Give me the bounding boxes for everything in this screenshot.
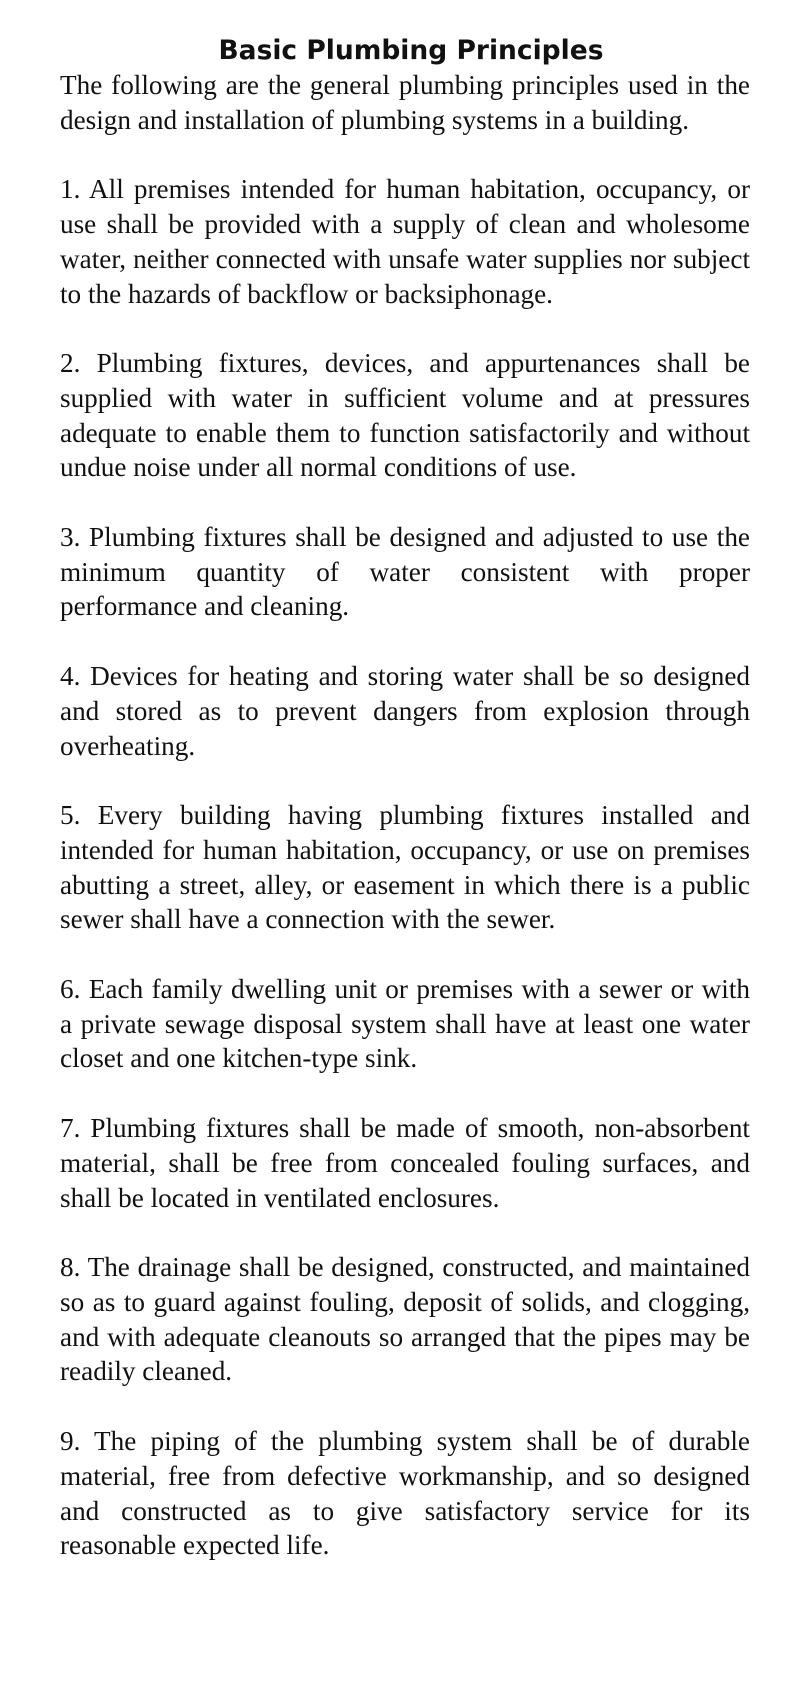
principle-8: 8. The drainage shall be designed, constructed, and maintained so as to guard against fouling, deposit of solids, and clogging, and with adequate cleanouts so arranged that the pipes may be readily cleaned. xyxy=(60,1252,750,1387)
page-title: Basic Plumbing Principles xyxy=(218,35,604,66)
principle-5: 5. Every building having plumbing fixtures installed and intended for human habitation, occupancy, or use on premises abutting a street, alley, or easement in which there is a public sewer shall have a connection with the sewer. xyxy=(60,800,750,935)
principle-6: 6. Each family dwelling unit or premises with a sewer or with a private sewage disposal system shall have at least one water closet and one kitchen-type sink. xyxy=(60,974,750,1074)
principle-7: 7. Plumbing fixtures shall be made of smooth, non-absorbent material, shall be free from concealed fouling surfaces, and shall be located in ventilated enclosures. xyxy=(60,1113,750,1213)
intro-paragraph: The following are the general plumbing principles used in the design and installation of plumbing systems in a building. xyxy=(60,70,750,135)
principle-9: 9. The piping of the plumbing system shall be of durable material, free from defective workmanship, and so designed and constructed as to give satisfactory service for its reasonable expected life. xyxy=(60,1426,750,1561)
principle-2: 2. Plumbing fixtures, devices, and appurtenances shall be supplied with water in sufficient volume and at pressures adequate to enable them to function satisfactorily and without undue noise under all normal conditions of use. xyxy=(60,348,750,483)
principle-1: 1. All premises intended for human habitation, occupancy, or use shall be provided with a supply of clean and wholesome water, neither connected with unsafe water supplies nor subject to the hazards of backflow or backsiphonage. xyxy=(60,174,750,309)
principle-3: 3. Plumbing fixtures shall be designed and adjusted to use the minimum quantity of water consistent with proper performance and cleaning. xyxy=(60,522,750,622)
document-page xyxy=(60,34,750,1598)
principle-4: 4. Devices for heating and storing water shall be so designed and stored as to prevent dangers from explosion through overheating. xyxy=(60,661,750,761)
